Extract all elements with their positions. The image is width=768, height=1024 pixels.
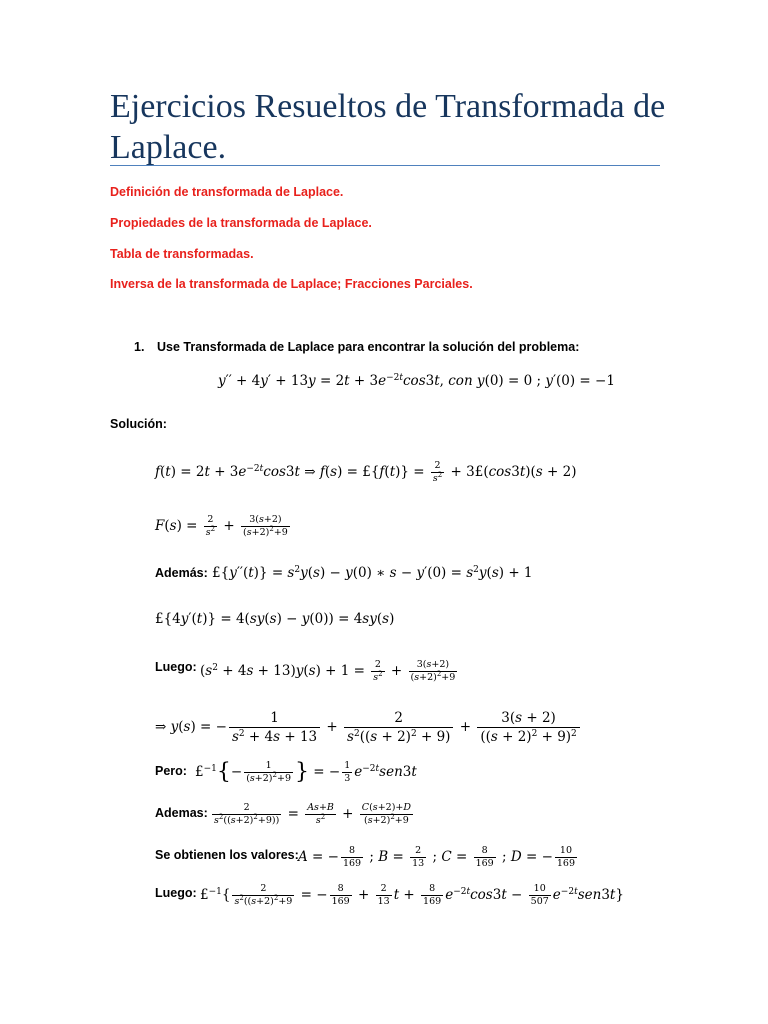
title-underline bbox=[110, 165, 660, 166]
topic-inverse: Inversa de la transformada de Laplace; Fracciones Parciales. bbox=[110, 277, 473, 291]
ode-equation: $y'' + 4y' + 13y = 2t + 3e^{-2t}\cos 3t$, con y(0) = 0 ; y′(0) = −1 bbox=[218, 373, 615, 389]
step-laplace-4y1: £{4y′(t)} = 4(sy(s) − y(0)) = 4sy(s) bbox=[155, 611, 395, 627]
solution-label: Solución: bbox=[110, 417, 167, 431]
pero-label: Pero: bbox=[155, 764, 187, 778]
step-f-of-t: $f(t) = 2t + 3e^{-2t}\cos 3t$ ⇒ f(s) = £{f(t)} = $\frac{2}{s^2}$ + 3£(cos3t)(s + 2) bbox=[155, 460, 577, 484]
exercise-number: 1. bbox=[134, 340, 145, 354]
step-coefficients: A = − $\frac{8}{169}$ ; B = $\frac{2}{13}$ ; C = $\frac{8}{169}$ ; D = − $\frac{10}{169}$ bbox=[298, 845, 576, 869]
page-title: Ejercicios Resueltos de Transformada de Laplace. bbox=[110, 88, 666, 166]
topic-table: Tabla de transformadas. bbox=[110, 247, 254, 261]
luego-label-2: Luego: bbox=[155, 886, 197, 900]
ademas2-label: Ademas: bbox=[155, 806, 208, 820]
step-partial-fractions: $\frac{2}{s^2((s+2)^2+9))}$ = $\frac{As+B}{s^2}$ + $\frac{C(s+2)+D}{(s+2)^2+9}$ bbox=[214, 802, 411, 826]
ademas-label: Además: bbox=[155, 566, 208, 580]
topic-properties: Propiedades de la transformada de Laplace. bbox=[110, 216, 372, 230]
exercise-statement: Use Transformada de Laplace para encontrar la solución del problema: bbox=[157, 340, 580, 354]
luego-label-1: Luego: bbox=[155, 660, 197, 674]
step-y-of-s: ⇒ y(s) = − $\frac{1}{s^2 + 4s + 13}$ + $\frac{2}{s^2((s + 2)^2 + 9)}$ + $\frac{3(s + 2)}{((s + 2)^2 + 9)^2}$ bbox=[155, 709, 582, 746]
step-laplace-y2: £{y′′(t)} = $s^2y(s) - y(0)$ ∗ $s - y'(0) = s^2y(s) + 1$ bbox=[212, 565, 533, 581]
step-F-of-s: F(s) = $\frac{2}{s^2}$ + $\frac{3(s+2)}{(s+2)^2+9}$ bbox=[155, 514, 288, 538]
valores-label: Se obtienen los valores: bbox=[155, 848, 299, 862]
step-final-result: £$^{-1}${ $\frac{2}{s^2((s+2)^2+9}$ = − $\frac{8}{169}$ + $\frac{2}{13}$ t + $\frac{8}{169}$ $e^{-2t}\cos 3t$ − $\frac{10}{507}$ $e^{-2t}sen3t$} bbox=[200, 883, 624, 907]
topic-definition: Definición de transformada de Laplace. bbox=[110, 185, 344, 199]
step-pero-equation: £$^{-1}${− $\frac{1}{(s+2)^2+9}$ } = − $\frac{1}{3}$ $e^{-2t}sen3t$ bbox=[195, 759, 417, 785]
step-luego-equation: $(s^2 + 4s + 13)y(s) + 1$ = $\frac{2}{s^2}$ + $\frac{3(s+2)}{(s+2)^2+9}$ bbox=[200, 659, 456, 683]
